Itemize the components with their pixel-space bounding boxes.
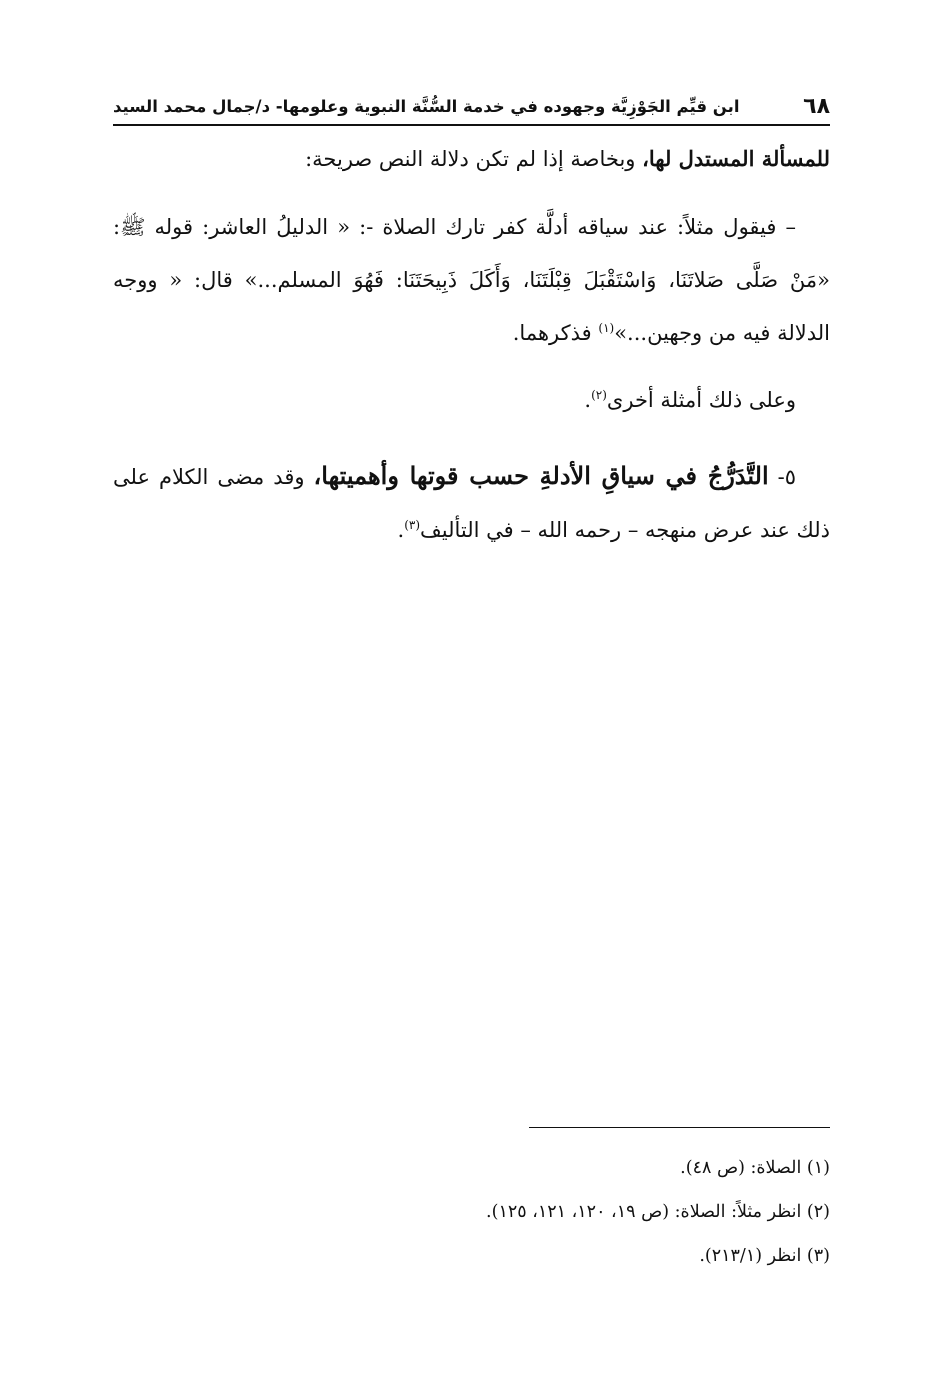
page-header [113,85,830,126]
paragraph-text: – فيقول مثلاً: عند سياقه أدلَّة كفر تارك الصلاة -: « الدليلُ العاشر: قوله ﷺ: «مَنْ صَلَّى صَلاتَنَا، وَاسْتَقْبَلَ قِبْلَتَنَا، وَأَكَلَ ذَبِيحَتَنَا: فَهُوَ المسلم...» قال: « ووجه الدلالة فيه من وجهين...» [113,215,830,345]
bold-heading: التَّدَرُّجُ في سياقِ الأدلةِ حسب قوتها وأهميتها، [313,461,769,490]
paragraph-4 [113,449,830,557]
footnote-2: (٢) انظر مثلاً: الصلاة: (ص ١٩، ١٢٠، ١٢١، ١٢٥). [486,1202,830,1222]
paragraph-text: وبخاصة إذا لم تكن دلالة النص صريحة: [305,147,643,171]
paragraph-2 [113,201,830,360]
footnote-1: (١) الصلاة: (ص ٤٨). [680,1158,830,1178]
paragraph-text: وعلى ذلك أمثلة أخرى [606,388,796,412]
footnote-divider [529,1127,830,1128]
running-title: ابن قيِّم الجَوْزِيَّة وجهوده في خدمة السُّنَّة النبوية وعلومها- د/جمال محمد السيد [113,97,740,116]
main-text [113,132,830,557]
item-number: ٥- [768,465,797,489]
footnote-ref-3[interactable]: (٣) [404,518,421,532]
footnotes [113,1146,830,1278]
bold-phrase: للمسألة المستدل لها، [642,146,830,171]
paragraph-3 [113,374,830,427]
paragraph-text: وقد مضى الكلام على ذلك عند عرض منهجه – رحمه الله – في التأليف [113,465,830,542]
paragraph-tail: . [397,518,405,542]
paragraph-tail: . [584,388,592,412]
paragraph-tail: فذكرهما. [512,321,599,345]
footnote-ref-2[interactable]: (٢) [591,388,607,402]
footnote-ref-1[interactable]: (١) [598,321,615,335]
page-number: ٦٨ [803,94,830,119]
footnote-3: (٣) انظر (٢١٣/١). [699,1246,830,1266]
paragraph-1 [113,132,830,186]
